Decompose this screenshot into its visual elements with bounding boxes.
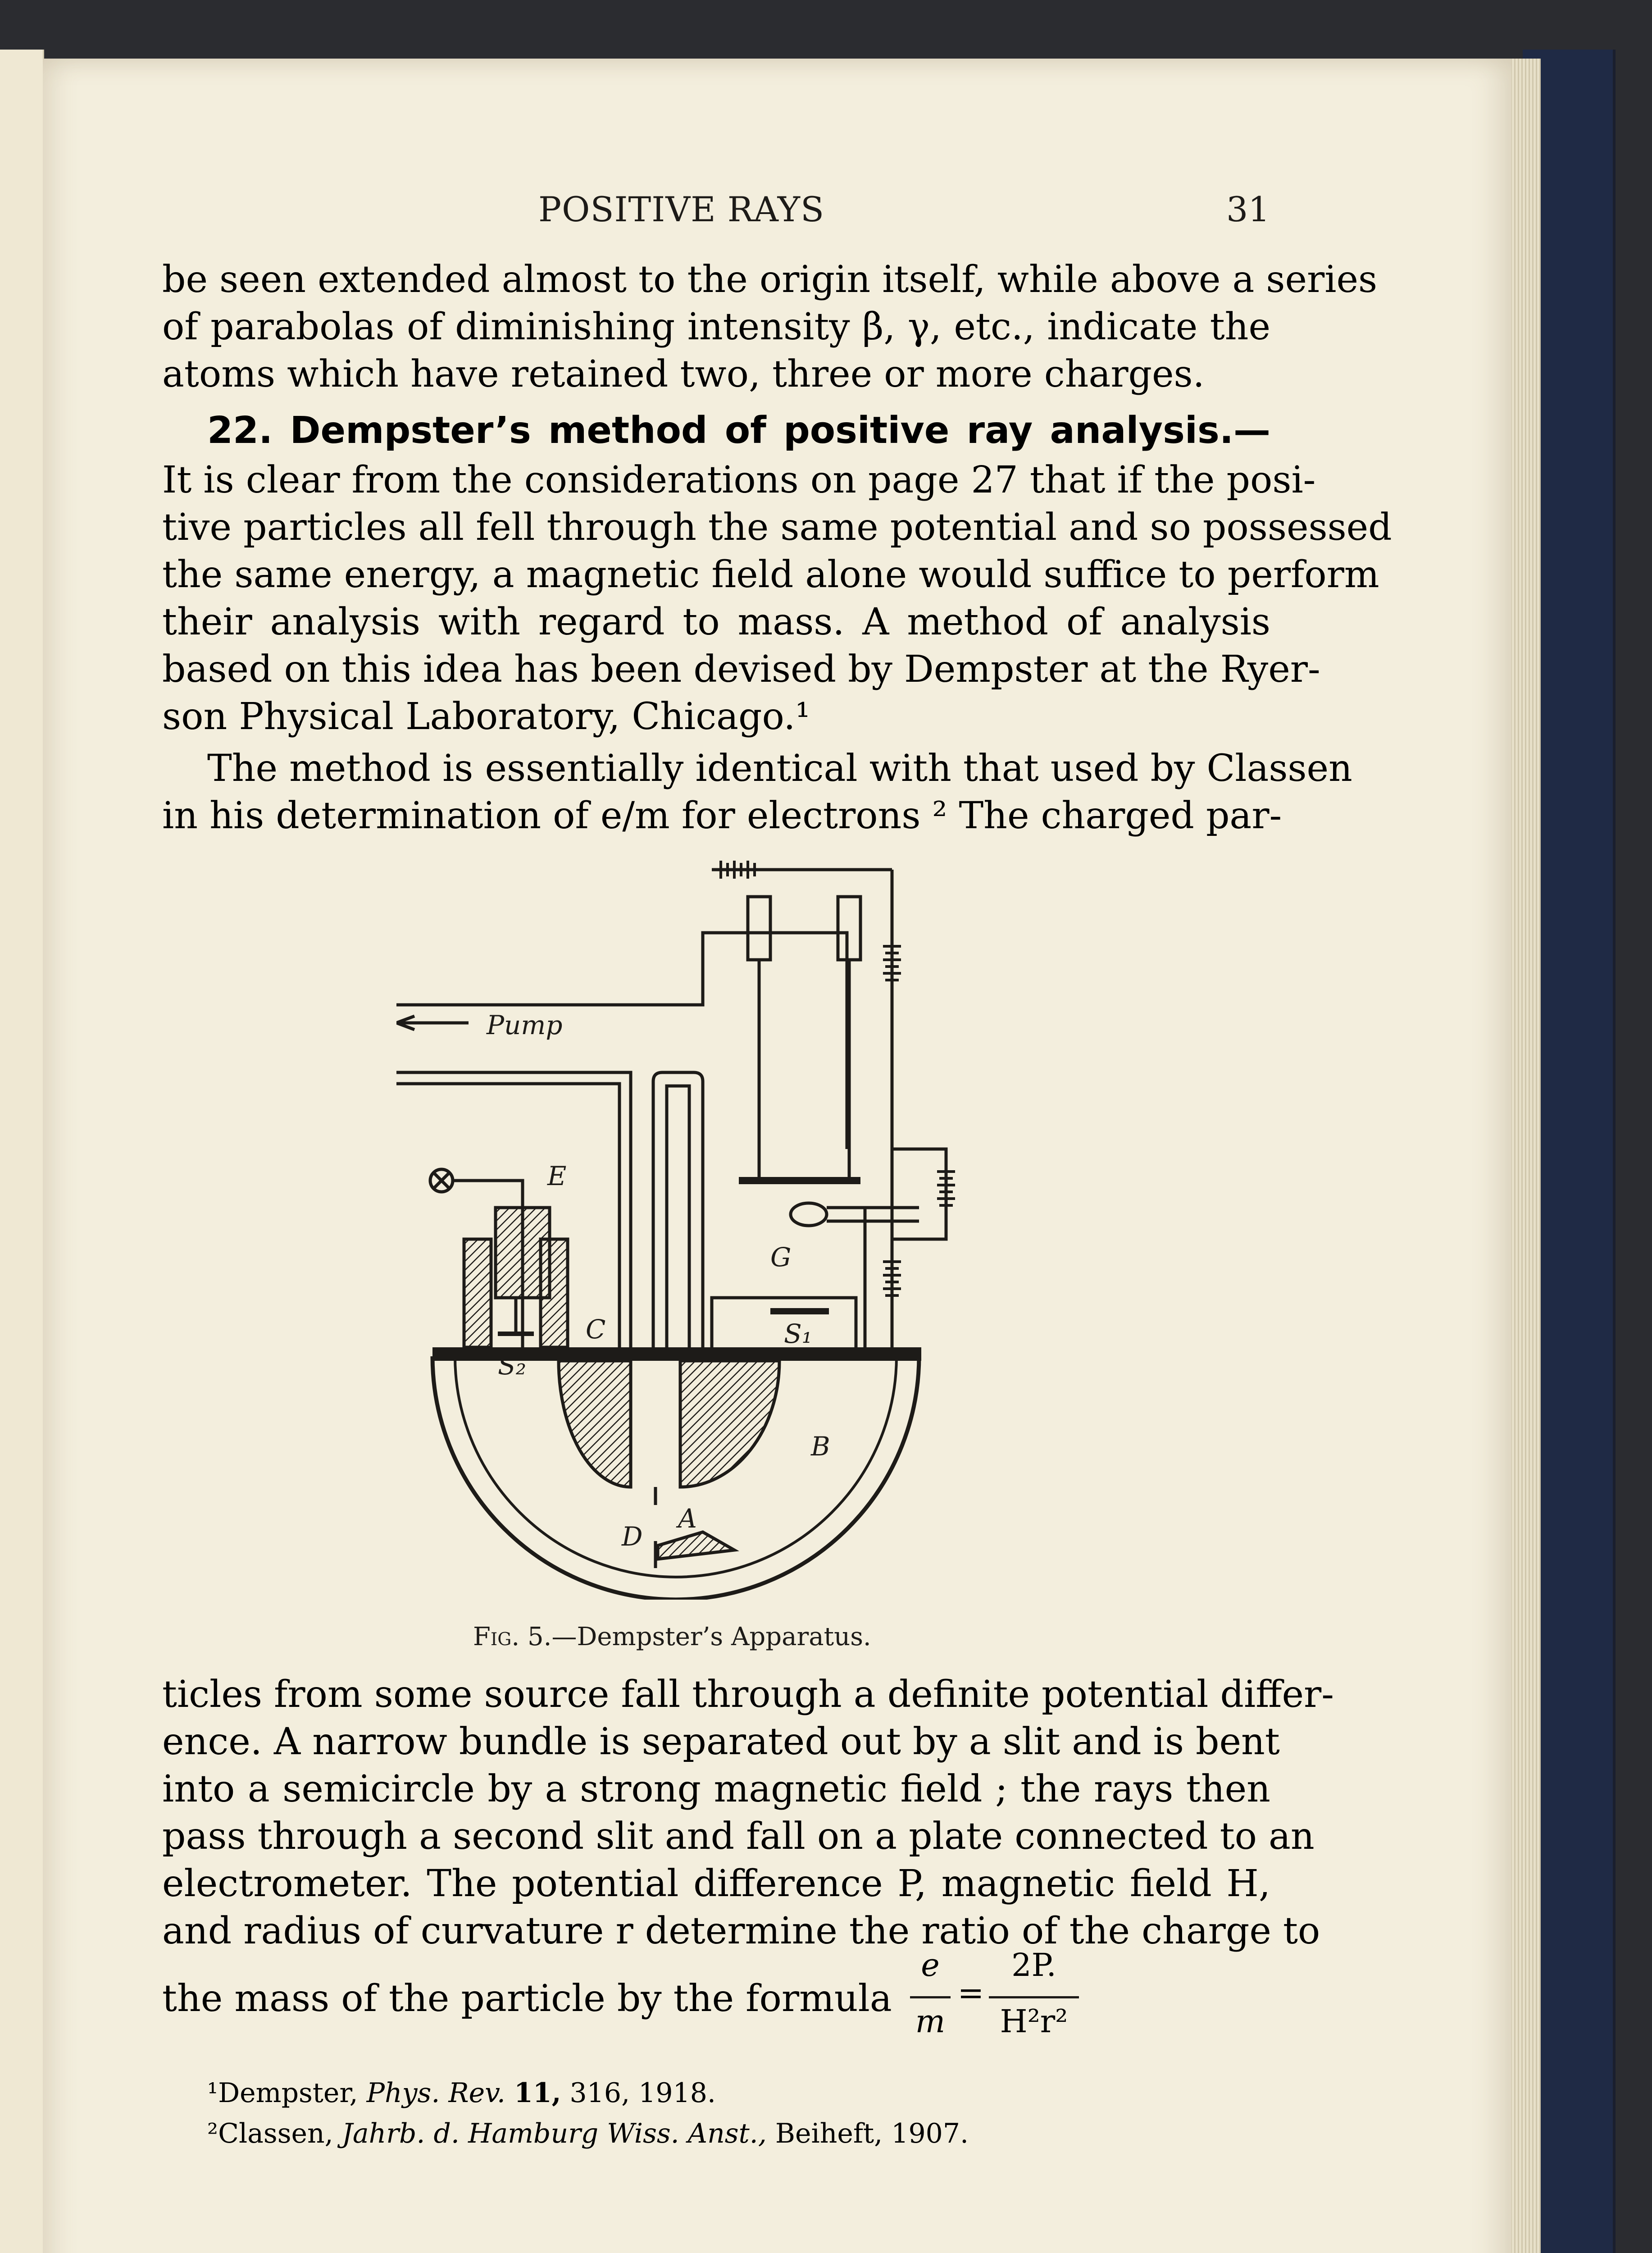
text-line: The method is essentially identical with that used by Classen — [207, 747, 1352, 790]
footnote-rest: 316, 1918. — [561, 2077, 716, 2109]
label-g: G — [770, 1242, 792, 1272]
text-line: It is clear from the considerations on page 27 that if the posi- — [162, 459, 1316, 502]
caption-label: Fig. — [473, 1622, 520, 1651]
text-line: ticles from some source fall through a definite potential differ- — [162, 1673, 1334, 1716]
label-s1: S₁ — [784, 1318, 812, 1349]
footnote-mark: ¹ — [207, 2077, 218, 2109]
text-line: and radius of curvature r determine the ratio of the charge to — [162, 1910, 1320, 1952]
formula-lead-text: the mass of the particle by the formula — [162, 1977, 892, 2020]
label-a: A — [678, 1503, 697, 1534]
text-line: pass through a second slit and fall on a plate connected to an — [162, 1815, 1315, 1858]
formula-equals: = — [957, 1975, 984, 2011]
text-line: son Physical Laboratory, Chicago.¹ — [162, 695, 810, 738]
text-line: be seen extended almost to the origin itself, while above a series — [162, 258, 1378, 301]
footnote-journal: Phys. Rev. — [366, 2077, 506, 2109]
footnote-journal: Jahrb. d. Hamburg Wiss. Anst., — [341, 2118, 767, 2149]
text-line: based on this idea has been devised by Dempster at the Ryer- — [162, 648, 1320, 691]
footnote-2 — [207, 2118, 969, 2149]
figure-caption — [473, 1622, 871, 1651]
formula-lhs-num: e — [921, 1947, 940, 1984]
label-d: D — [622, 1521, 643, 1552]
label-b: B — [811, 1431, 830, 1462]
text-line: into a semicircle by a strong magnetic field ; the rays then — [162, 1768, 1270, 1811]
footnote-rest: Beiheft, 1907. — [766, 2118, 969, 2149]
text-line: atoms which have retained two, three or more charges. — [162, 353, 1205, 396]
facing-page-edge — [0, 50, 44, 2253]
caption-text: 5.—Dempster’s Apparatus. — [528, 1622, 871, 1651]
footnote-author: Classen, — [218, 2118, 342, 2149]
running-title: POSITIVE RAYS — [538, 189, 825, 229]
label-pump: Pump — [487, 1010, 563, 1040]
text-line: of parabolas of diminishing intensity β, γ, etc., indicate the — [162, 306, 1270, 348]
footnote-mark: ² — [207, 2118, 218, 2149]
text-line: tive particles all fell through the same potential and so possessed — [162, 506, 1392, 549]
footnote-volume: 11, — [514, 2077, 561, 2109]
text-line: in his determination of e/m for electrons ² The charged par- — [162, 794, 1282, 837]
section-heading: 22. Dempster’s method of positive ray analysis.— — [207, 409, 1270, 452]
formula-lhs-den: m — [915, 2003, 946, 2040]
formula-rhs-den: H²r² — [1000, 2003, 1068, 2040]
dempster-apparatus-figure — [396, 856, 1072, 1600]
formula-rhs-num: 2P. — [1011, 1947, 1056, 1984]
text-line: ence. A narrow bundle is separated out by a slit and is bent — [162, 1720, 1280, 1763]
page-number: 31 — [1226, 189, 1270, 229]
label-s2: S₂ — [498, 1350, 526, 1381]
formula-rhs-bar — [989, 1996, 1079, 1998]
label-c: C — [586, 1314, 606, 1345]
footnote-author: Dempster, — [218, 2077, 367, 2109]
label-e: E — [547, 1161, 567, 1191]
footnote-1 — [207, 2077, 716, 2109]
text-line: electrometer. The potential difference P, magnetic field H, — [162, 1862, 1270, 1905]
formula-lhs-bar — [910, 1996, 951, 1998]
text-line: their analysis with regard to mass. A method of analysis — [162, 601, 1270, 643]
text-line: the same energy, a magnetic field alone would suffice to perform — [162, 553, 1379, 596]
formula — [906, 1947, 1086, 2064]
